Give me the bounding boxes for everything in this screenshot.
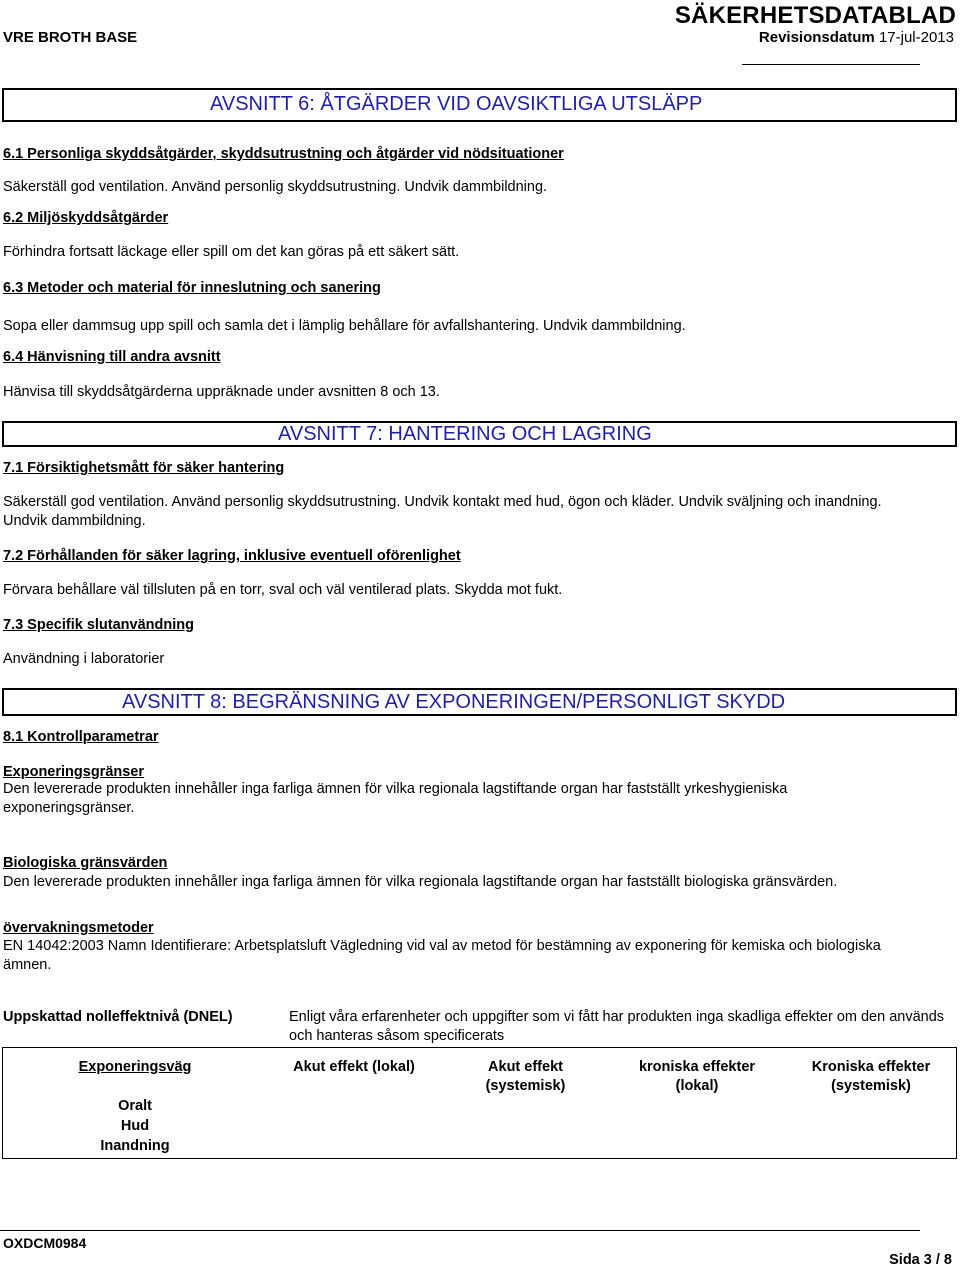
s73-heading: 7.3 Specifik slutanvändning bbox=[3, 617, 194, 633]
s63-heading: 6.3 Metoder och material för inneslutning och sanering bbox=[3, 280, 381, 296]
revision-date: 17-jul-2013 bbox=[878, 29, 954, 46]
s72-heading: 7.2 Förhållanden för säker lagring, inklusive eventuell oförenlighet bbox=[3, 548, 461, 564]
footer-rule bbox=[0, 1230, 920, 1231]
table-header-acute-local: Akut effekt (lokal) bbox=[293, 1059, 415, 1075]
s63-text: Sopa eller dammsug upp spill och samla det i lämplig behållare för avfallshantering. Undvik dammbildning. bbox=[3, 318, 686, 334]
revision-info bbox=[759, 29, 954, 46]
s61-heading: 6.1 Personliga skyddsåtgärder, skyddsutrustning och åtgärder vid nödsituationer bbox=[3, 146, 564, 162]
table-route-inhalation: Inandning bbox=[100, 1138, 170, 1154]
section-7-title: AVSNITT 7: HANTERING OCH LAGRING bbox=[278, 423, 652, 445]
s81-heading: 8.1 Kontrollparametrar bbox=[3, 729, 159, 745]
s64-text: Hänvisa till skyddsåtgärderna uppräknade under avsnitten 8 och 13. bbox=[3, 384, 440, 400]
monitoring-text: EN 14042:2003 Namn Identifierare: Arbetsplatsluft Vägledning vid val av metod för bestämning av exponering för kemiska och biologiska ämnen. bbox=[3, 938, 881, 973]
header-rule bbox=[742, 64, 920, 65]
table-route-oral: Oralt bbox=[118, 1098, 152, 1114]
s64-heading: 6.4 Hänvisning till andra avsnitt bbox=[3, 349, 221, 365]
page-number bbox=[889, 1252, 952, 1268]
s61-text: Säkerställ god ventilation. Använd personlig skyddsutrustning. Undvik dammbildning. bbox=[3, 179, 548, 195]
dnel-label: Uppskattad nolleffektnivå (DNEL) bbox=[3, 1009, 233, 1025]
bio-limits-heading: Biologiska gränsvärden bbox=[3, 855, 168, 871]
table-header-acute-systemic: Akut effekt (systemisk) bbox=[485, 1059, 566, 1094]
exposure-limits-heading: Exponeringsgränser bbox=[3, 764, 145, 780]
dnel-text: Enligt våra erfarenheter och uppgifter som vi fått har produkten inga skadliga effekter om den används och hanteras såsom specificerats bbox=[289, 1009, 945, 1044]
s62-heading: 6.2 Miljöskyddsåtgärder bbox=[3, 210, 169, 226]
s62-text: Förhindra fortsatt läckage eller spill om det kan göras på ett säkert sätt. bbox=[3, 244, 460, 260]
table-header-chronic-systemic: Kroniska effekter (systemisk) bbox=[811, 1059, 931, 1094]
page-value: 3 / 8 bbox=[923, 1252, 952, 1268]
s71-heading: 7.1 Försiktighetsmått för säker hantering bbox=[3, 460, 285, 476]
table-header-route: Exponeringsväg bbox=[78, 1059, 192, 1075]
section-8-title: AVSNITT 8: BEGRÄNSNING AV EXPONERINGEN/PERSONLIGT SKYDD bbox=[122, 691, 786, 713]
s73-text: Användning i laboratorier bbox=[3, 651, 165, 667]
table-header-chronic-local: kroniska effekter (lokal) bbox=[638, 1059, 756, 1094]
page-label: Sida bbox=[889, 1252, 920, 1268]
section-6-title: AVSNITT 6: ÅTGÄRDER VID OAVSIKTLIGA UTSLÄPP bbox=[210, 93, 703, 115]
footer-code: OXDCM0984 bbox=[3, 1235, 87, 1251]
s72-text: Förvara behållare väl tillsluten på en torr, sval och väl ventilerad plats. Skydda mot fukt. bbox=[3, 582, 563, 598]
revision-label: Revisionsdatum bbox=[758, 29, 875, 46]
monitoring-heading: övervakningsmetoder bbox=[3, 920, 154, 936]
product-name: VRE BROTH BASE bbox=[3, 29, 138, 46]
exposure-limits-text: Den levererade produkten innehåller inga farliga ämnen för vilka regionala lagstiftande organ har fastställt yrkeshygieniska exponeringsgränser. bbox=[3, 781, 788, 816]
document-title: SÄKERHETSDATABLAD bbox=[674, 2, 956, 29]
s71-text: Säkerställ god ventilation. Använd personlig skyddsutrustning. Undvik kontakt med hud, ögon och kläder. Undvik sväljning och inandning. Undvik dammbildning. bbox=[3, 494, 882, 529]
bio-limits-text: Den levererade produkten innehåller inga farliga ämnen för vilka regionala lagstiftande organ har fastställt biologiska gränsvärden. bbox=[3, 874, 838, 890]
table-route-skin: Hud bbox=[120, 1118, 150, 1134]
